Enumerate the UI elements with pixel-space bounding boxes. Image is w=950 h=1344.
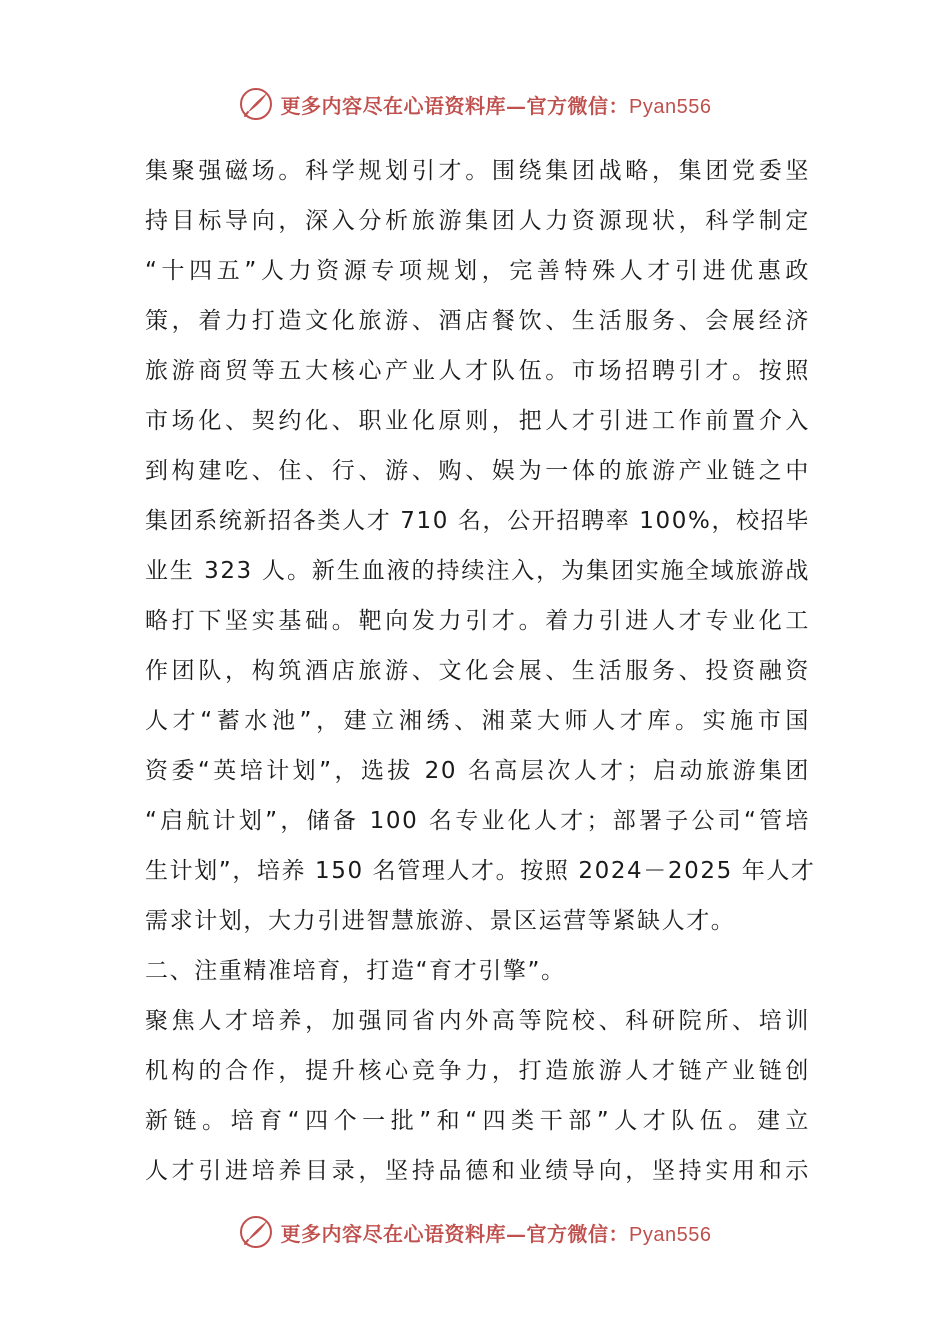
- body-line: 略打下坚实基础。靶向发力引才。着力引进人才专业化工: [145, 608, 810, 634]
- body-line: 策，着力打造文化旅游、酒店餐饮、生活服务、会展经济: [145, 308, 810, 334]
- footer-watermark-banner: [0, 1212, 950, 1252]
- body-line: 旅游商贸等五大核心产业人才队伍。市场招聘引才。按照: [145, 358, 810, 384]
- banner-text: [281, 1218, 712, 1247]
- quill-pen-logo-icon: [239, 87, 273, 121]
- body-line: 新链。培育“四个一批”和“四类干部”人才队伍。建立: [145, 1108, 810, 1134]
- body-line: 聚焦人才培养，加强同省内外高等院校、科研院所、培训: [145, 1008, 810, 1034]
- body-line: 集团系统新招各类人才 710 名，公开招聘率 100%，校招毕: [145, 508, 810, 534]
- banner-label: 更多内容尽在心语资料库—官方微信：: [280, 93, 630, 118]
- body-line: 需求计划，大力引进智慧旅游、景区运营等紧缺人才。: [145, 908, 736, 934]
- body-line: 人才“蓄水池”，建立湘绣、湘菜大师人才库。实施市国: [145, 708, 810, 734]
- wechat-id: Pyan556: [629, 95, 712, 118]
- wechat-id: Pyan556: [629, 1223, 712, 1246]
- body-line: 持目标导向，深入分析旅游集团人力资源现状，科学制定: [145, 208, 810, 234]
- body-line: 作团队，构筑酒店旅游、文化会展、生活服务、投资融资: [145, 658, 810, 684]
- banner-text: [281, 90, 712, 119]
- body-line: “十四五”人力资源专项规划，完善特殊人才引进优惠政: [145, 258, 810, 284]
- body-line: 资委“英培计划”，选拔 20 名高层次人才；启动旅游集团: [145, 758, 810, 784]
- banner-label: 更多内容尽在心语资料库—官方微信：: [280, 1221, 630, 1246]
- document-body: [145, 146, 816, 1196]
- body-line: 人才引进培养目录，坚持品德和业绩导向，坚持实用和示: [145, 1158, 810, 1184]
- header-watermark-banner: [0, 84, 950, 124]
- body-line: 生计划”，培养 150 名管理人才。按照 2024－2025 年人才: [145, 858, 816, 884]
- section-heading: 二、注重精准培育，打造“育才引擎”。: [145, 958, 566, 984]
- body-line: “启航计划”，储备 100 名专业化人才；部署子公司“管培: [145, 808, 810, 834]
- body-line: 机构的合作，提升核心竞争力，打造旅游人才链产业链创: [145, 1058, 810, 1084]
- quill-pen-logo-icon: [239, 1215, 273, 1249]
- body-line: 集聚强磁场。科学规划引才。围绕集团战略，集团党委坚: [145, 158, 810, 184]
- body-line: 业生 323 人。新生血液的持续注入，为集团实施全域旅游战: [145, 558, 810, 584]
- body-line: 到构建吃、住、行、游、购、娱为一体的旅游产业链之中: [145, 458, 810, 484]
- body-line: 市场化、契约化、职业化原则，把人才引进工作前置介入: [145, 408, 810, 434]
